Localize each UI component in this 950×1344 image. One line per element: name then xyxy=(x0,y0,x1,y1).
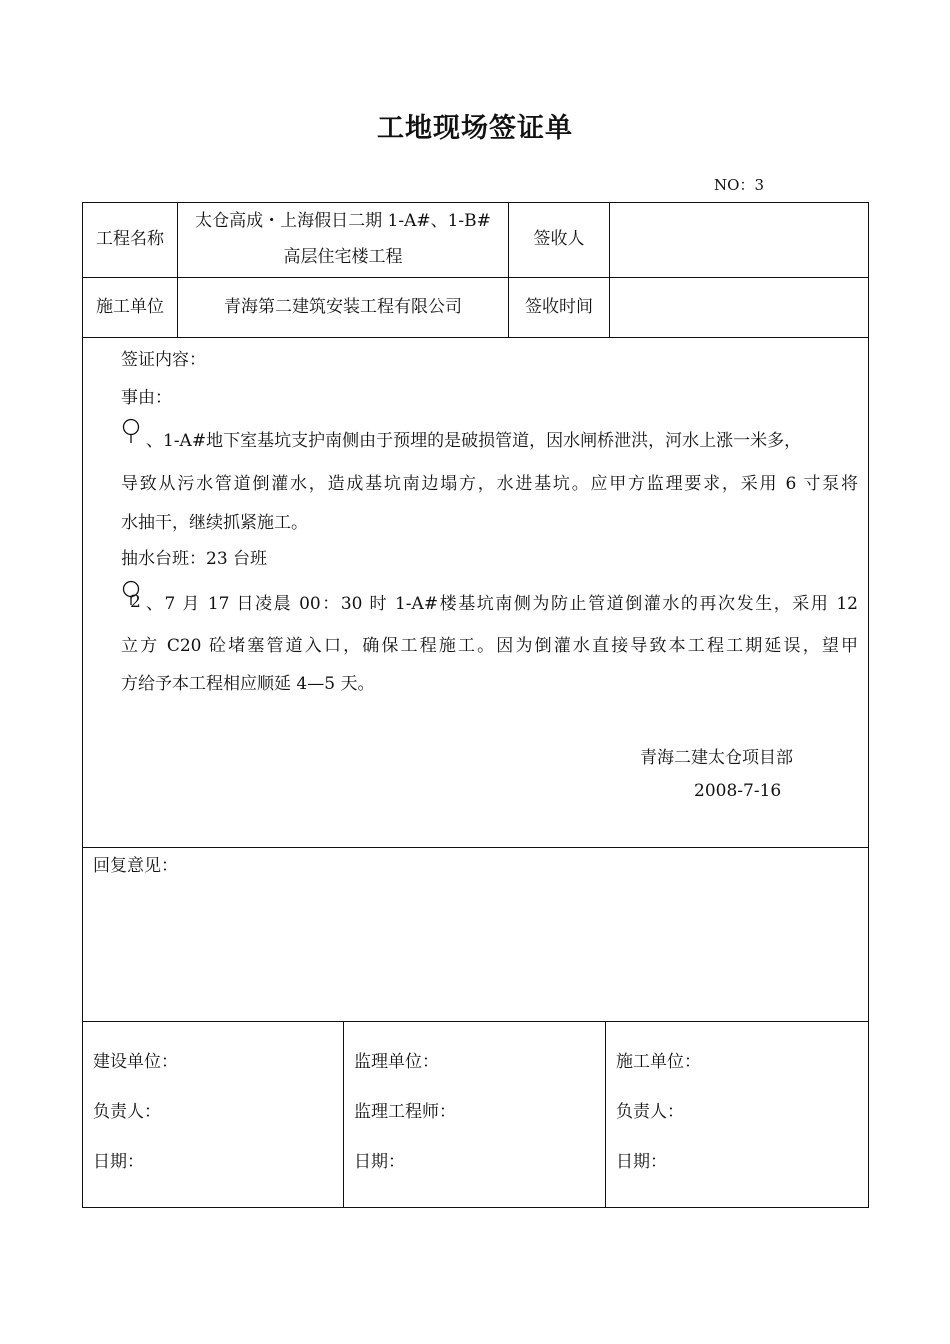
header-col-divider-3 xyxy=(609,202,610,338)
contractor-unit-label: 施工单位： xyxy=(616,1052,701,1072)
item2-line2: 立方 C20 砼堵塞管道入口，确保工程施工。因为倒灌水直接导致本工程工期延误，望甲 xyxy=(121,636,858,656)
table-border-right xyxy=(868,202,869,1208)
item1-line1: 、1-A#地下室基坑支护南侧由于预埋的是破损管道，因水闸桥泄洪，河水上涨一米多， xyxy=(146,431,802,451)
reply-label: 回复意见： xyxy=(93,856,178,876)
owner-unit-label: 建设单位： xyxy=(93,1052,178,1072)
project-name-line1: 太仓高成・上海假日二期 1-A#、1-B# xyxy=(195,211,491,231)
signoff-col-divider-1 xyxy=(343,1021,344,1208)
item2-line1: 、7 月 17 日凌晨 00：30 时 1-A#楼基坑南侧为防止管道倒灌水的再次发生，采用 12 xyxy=(146,594,858,614)
signature-organization: 青海二建太仓项目部 xyxy=(640,748,793,768)
pin-marker-icon xyxy=(121,418,141,444)
item1-line3: 水抽干，继续抓紧施工。 xyxy=(121,513,308,533)
signoff-col-divider-2 xyxy=(605,1021,606,1208)
table-border-bottom xyxy=(82,1207,869,1208)
receiver-label: 签收人 xyxy=(533,229,585,249)
signature-date: 2008-7-16 xyxy=(694,781,782,801)
receive-time-label: 签收时间 xyxy=(525,297,593,317)
page-title: 工地现场签证单 xyxy=(377,113,573,144)
contractor-value: 青海第二建筑安装工程有限公司 xyxy=(224,297,462,317)
item2-line3: 方给予本工程相应顺延 4—5 天。 xyxy=(121,674,375,694)
supervisor-engineer-label: 监理工程师： xyxy=(354,1102,456,1122)
table-divider-reply xyxy=(82,1021,869,1022)
owner-date-label: 日期： xyxy=(93,1152,144,1172)
supervisor-unit-label: 监理单位： xyxy=(354,1052,439,1072)
table-divider-row2 xyxy=(82,337,869,338)
contractor-date-label: 日期： xyxy=(616,1152,667,1172)
table-divider-row1 xyxy=(82,277,869,278)
project-name-label: 工程名称 xyxy=(96,229,164,249)
owner-person-label: 负责人： xyxy=(93,1102,161,1122)
reason-label: 事由： xyxy=(121,388,172,408)
table-border-top xyxy=(82,202,869,203)
supervisor-date-label: 日期： xyxy=(354,1152,405,1172)
item1-line2: 导致从污水管道倒灌水，造成基坑南边塌方，水进基坑。应甲方监理要求，采用 6 寸泵将 xyxy=(121,474,858,494)
project-name-line2: 高层住宅楼工程 xyxy=(283,247,403,267)
item2-number: 2 xyxy=(130,592,141,612)
table-divider-content xyxy=(82,847,869,848)
content-heading: 签证内容： xyxy=(121,350,206,370)
document-number: NO：3 xyxy=(714,176,764,194)
contractor-label: 施工单位 xyxy=(96,297,164,317)
pumping-shifts: 抽水台班：23 台班 xyxy=(121,549,268,569)
contractor-person-label: 负责人： xyxy=(616,1102,684,1122)
table-border-left xyxy=(82,202,83,1208)
